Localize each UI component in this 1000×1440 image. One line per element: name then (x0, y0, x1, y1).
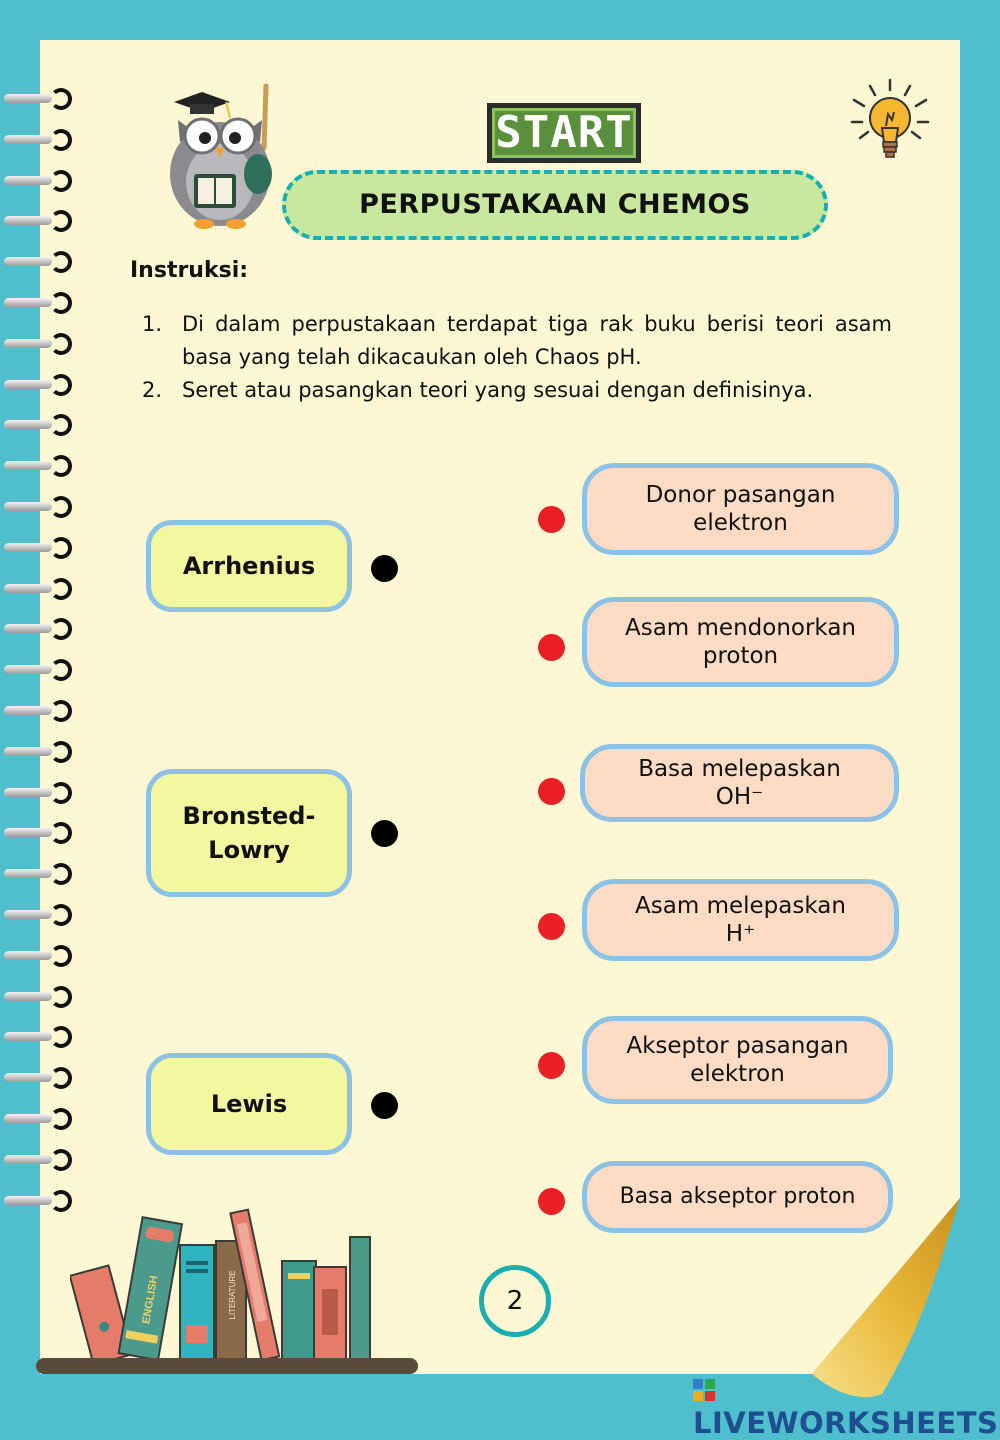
spiral-ring-hole (50, 170, 72, 192)
spiral-ring (4, 453, 66, 477)
start-badge: START (487, 103, 641, 163)
spiral-ring (4, 412, 66, 436)
spiral-ring-hole (50, 578, 72, 600)
spiral-ring (4, 168, 66, 192)
spiral-ring (4, 208, 66, 232)
spiral-ring-wire (4, 624, 52, 633)
spiral-ring (4, 576, 66, 600)
instructions-heading: Instruksi: (130, 258, 249, 283)
spiral-ring (4, 943, 66, 967)
spiral-ring-hole (50, 1190, 72, 1212)
spiral-ring (4, 1106, 66, 1130)
owl-teacher-illustration (160, 78, 292, 230)
spiral-ring-hole (50, 945, 72, 967)
spiral-ring-wire (4, 339, 52, 348)
spiral-ring (4, 1065, 66, 1089)
spiral-ring-wire (4, 665, 52, 674)
spiral-ring-hole (50, 537, 72, 559)
spiral-ring (4, 861, 66, 885)
definition-asam-melepaskan-h[interactable]: Asam melepaskan H⁺ (582, 879, 899, 961)
bookshelf-illustration (70, 1205, 380, 1363)
spiral-ring-wire (4, 788, 52, 797)
liveworksheets-logo (693, 1372, 1000, 1440)
spiral-ring-wire (4, 420, 52, 429)
bookshelf-plank (36, 1358, 418, 1374)
spiral-ring-hole (50, 88, 72, 110)
liveworksheets-logo-icon (693, 1379, 715, 1401)
spiral-ring-wire (4, 869, 52, 878)
spiral-ring (4, 494, 66, 518)
match-anchor-def-6[interactable] (538, 1188, 565, 1215)
definition-akseptor-pasangan-elektron[interactable]: Akseptor pasangan elektron (582, 1016, 893, 1104)
spiral-ring-hole (50, 782, 72, 804)
match-anchor-def-2[interactable] (538, 634, 565, 661)
theory-arrhenius[interactable]: Arrhenius (146, 520, 352, 612)
spiral-ring (4, 780, 66, 804)
page-number: 2 (479, 1265, 551, 1337)
instructions-list (140, 308, 892, 407)
match-anchor-arrhenius[interactable] (371, 555, 398, 582)
theory-bronsted-lowry[interactable]: Bronsted-Lowry (146, 769, 352, 897)
spiral-ring-wire (4, 992, 52, 1001)
spiral-ring-wire (4, 461, 52, 470)
spiral-ring-hole (50, 986, 72, 1008)
spiral-ring-wire (4, 706, 52, 715)
lightbulb-icon (848, 78, 932, 168)
spiral-ring (4, 290, 66, 314)
book-label-english: ENGLISH (140, 1274, 161, 1325)
spiral-ring (4, 657, 66, 681)
spiral-ring-hole (50, 700, 72, 722)
spiral-ring-wire (4, 1155, 52, 1164)
spiral-ring (4, 331, 66, 355)
match-anchor-def-3[interactable] (538, 778, 565, 805)
definition-basa-melepaskan-oh[interactable]: Basa melepaskan OH⁻ (580, 744, 899, 822)
spiral-ring-wire (4, 257, 52, 266)
spiral-ring-hole (50, 333, 72, 355)
spiral-ring-hole (50, 496, 72, 518)
spiral-ring-wire (4, 216, 52, 225)
spiral-ring (4, 1147, 66, 1171)
spiral-ring (4, 127, 66, 151)
match-anchor-lewis[interactable] (371, 1092, 398, 1119)
theory-lewis[interactable]: Lewis (146, 1053, 352, 1155)
spiral-ring (4, 86, 66, 110)
spiral-ring-wire (4, 135, 52, 144)
spiral-ring-wire (4, 1114, 52, 1123)
spiral-ring-hole (50, 374, 72, 396)
book-label-literature: LITERATURE (228, 1270, 237, 1320)
instruction-text: Seret atau pasangkan teori yang sesuai dengan definisinya. (182, 378, 814, 402)
spiral-ring (4, 902, 66, 926)
instruction-number: 2. (142, 378, 163, 402)
spiral-ring-wire (4, 1073, 52, 1082)
spiral-ring-wire (4, 1196, 52, 1205)
match-anchor-def-1[interactable] (538, 506, 565, 533)
spiral-ring-wire (4, 951, 52, 960)
instruction-text: Di dalam perpustakaan terdapat tiga rak buku berisi teori asam basa yang telah dikacaukan oleh Chaos pH. (182, 312, 892, 369)
spiral-ring (4, 535, 66, 559)
brand-text: LIVEWORKSHEETS (693, 1406, 999, 1440)
spiral-ring-hole (50, 904, 72, 926)
spiral-ring (4, 616, 66, 640)
instruction-item (140, 308, 892, 374)
spiral-ring (4, 739, 66, 763)
spiral-ring (4, 372, 66, 396)
spiral-ring-wire (4, 543, 52, 552)
spiral-ring (4, 984, 66, 1008)
spiral-ring-wire (4, 176, 52, 185)
instruction-item (140, 374, 892, 407)
spiral-ring-wire (4, 828, 52, 837)
definition-donor-pasangan-elektron[interactable]: Donor pasangan elektron (582, 463, 899, 555)
spiral-ring-wire (4, 747, 52, 756)
page-title: PERPUSTAKAAN CHEMOS (282, 170, 828, 240)
instruction-number: 1. (142, 312, 163, 336)
spiral-ring-wire (4, 94, 52, 103)
spiral-ring-hole (50, 129, 72, 151)
spiral-ring (4, 1024, 66, 1048)
spiral-ring (4, 249, 66, 273)
match-anchor-def-5[interactable] (538, 1052, 565, 1079)
spiral-ring-hole (50, 1108, 72, 1130)
spiral-ring-wire (4, 298, 52, 307)
spiral-ring (4, 698, 66, 722)
spiral-ring-hole (50, 292, 72, 314)
spiral-ring-wire (4, 910, 52, 919)
spiral-ring (4, 1188, 66, 1212)
match-anchor-bronsted-lowry[interactable] (371, 820, 398, 847)
spiral-ring-hole (50, 1149, 72, 1171)
spiral-ring-wire (4, 1032, 52, 1041)
spiral-ring-hole (50, 741, 72, 763)
definition-basa-akseptor-proton[interactable]: Basa akseptor proton (582, 1161, 893, 1233)
spiral-ring-wire (4, 502, 52, 511)
spiral-ring (4, 820, 66, 844)
match-anchor-def-4[interactable] (538, 913, 565, 940)
definition-asam-mendonorkan-proton[interactable]: Asam mendonorkan proton (582, 597, 899, 687)
spiral-ring-wire (4, 380, 52, 389)
spiral-ring-wire (4, 584, 52, 593)
